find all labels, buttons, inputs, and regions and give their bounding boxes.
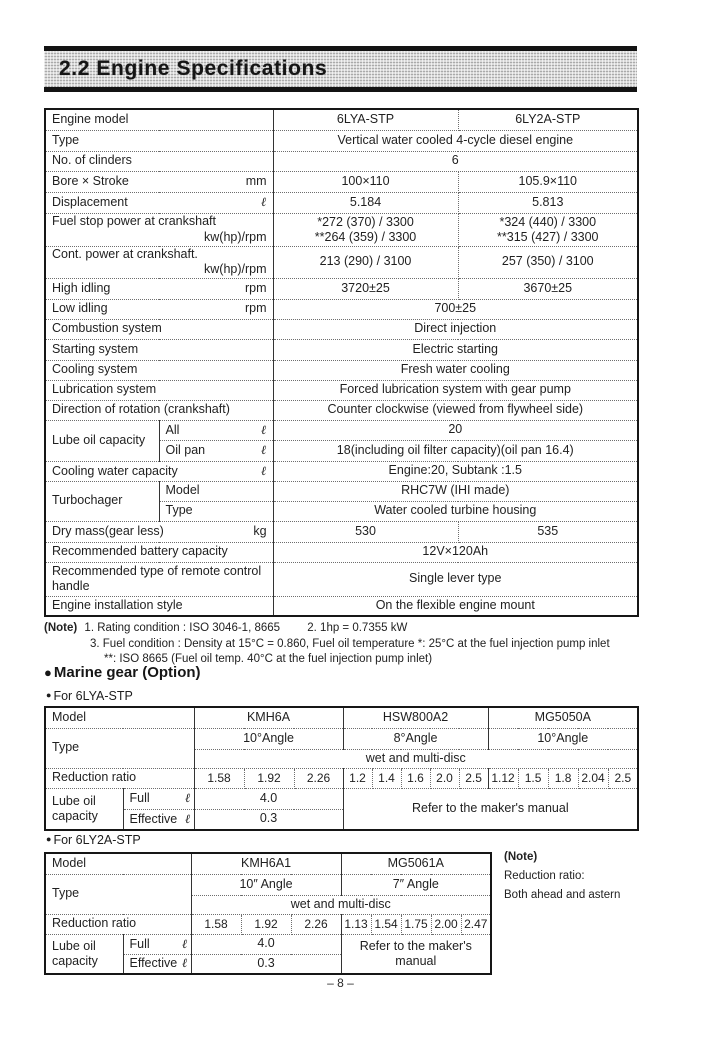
lubrication-label: Lubrication system — [45, 380, 273, 400]
mg1-effective-text: Effective — [129, 811, 178, 826]
mg2-row-full — [45, 934, 491, 954]
fuel-stop-label — [45, 213, 273, 246]
cooling-water-text: Cooling water capacity — [52, 463, 178, 478]
displacement-unit: ℓ — [261, 194, 267, 210]
mg1-reduction-label: Reduction ratio — [45, 768, 194, 788]
fuel-stop-unit: kw(hp)/rpm — [204, 229, 267, 244]
cooling-water-value: Engine:20, Subtank :1.5 — [273, 461, 638, 481]
mg1-lube-label — [45, 788, 123, 830]
marine-gear-title: Marine gear (Option) — [53, 664, 201, 681]
high-idling-label — [45, 278, 273, 299]
side-note-line2: Both ahead and astern — [504, 889, 621, 901]
page-number: – 8 – — [327, 976, 354, 990]
cont-power-text: Cont. power at crankshaft. — [52, 246, 198, 261]
spec-row-lube-oil-all — [45, 420, 638, 440]
mg1-full-text: Full — [129, 791, 150, 806]
low-idling-unit: rpm — [244, 301, 267, 316]
spec-row-cooling — [45, 360, 638, 380]
lube-oil-pan-unit: ℓ — [261, 442, 267, 458]
spec-row-lubrication — [45, 380, 638, 400]
mg1-ratio: 1.8 — [548, 768, 578, 788]
bore-stroke-label — [45, 171, 273, 192]
subheading-6ly2a-text: For 6LY2A-STP — [53, 833, 141, 847]
footnote-hp: 2. 1hp = 0.7355 kW — [307, 622, 408, 634]
fuel-stop-6ly2a-l2: **315 (427) / 3300 — [497, 229, 599, 244]
mg2-refer-l1: Refer to the maker's — [359, 938, 472, 953]
lube-oil-all-value: 20 — [273, 420, 638, 440]
turbo-model-value: RHC7W (IHI made) — [273, 481, 638, 501]
spec-row-bore-stroke — [45, 171, 638, 192]
mg1-effective-unit: ℓ — [185, 810, 191, 826]
mg1-full-label — [123, 788, 194, 809]
lube-oil-pan-value: 18(including oil filter capacity)(oil pan 16.4) — [273, 440, 638, 461]
cooling-water-unit: ℓ — [261, 462, 267, 478]
cylinders-value: 6 — [273, 151, 638, 171]
mg2-reduction-label: Reduction ratio — [45, 914, 191, 934]
spec-row-fuel-stop-power — [45, 213, 638, 246]
mg1-model-label: Model — [45, 707, 194, 728]
spec-row-low-idling — [45, 299, 638, 319]
lube-oil-all-label — [159, 420, 273, 440]
subheading-6lya — [46, 689, 133, 703]
low-idling-label — [45, 299, 273, 319]
dry-mass-6ly2a: 535 — [458, 521, 638, 542]
mg1-clutch: wet and multi-disc — [194, 749, 638, 768]
spec-row-cooling-water — [45, 461, 638, 481]
bullet-icon-small: ● — [46, 690, 52, 700]
combustion-value: Direct injection — [273, 319, 638, 339]
mg2-effective-unit: ℓ — [182, 955, 188, 971]
fuel-stop-6ly2a — [458, 213, 638, 246]
mg2-model-label: Model — [45, 853, 191, 874]
mg2-ratio: 1.13 — [341, 914, 371, 934]
footnote-rating: 1. Rating condition : ISO 3046-1, 8665 — [84, 622, 281, 634]
subheading-6ly2a — [46, 833, 141, 847]
mg1-full-value: 4.0 — [194, 788, 343, 809]
mg1-effective-label — [123, 809, 194, 830]
fuel-stop-text: Fuel stop power at crankshaft — [52, 213, 216, 228]
lubrication-value: Forced lubrication system with gear pump — [273, 380, 638, 400]
mg1-model-kmh6a: KMH6A — [194, 707, 343, 728]
footnotes — [44, 621, 644, 668]
lube-oil-all-unit: ℓ — [261, 421, 267, 437]
mg2-angle-mg5061a: 7″ Angle — [341, 874, 491, 895]
subheading-6lya-text: For 6LYA-STP — [53, 689, 133, 703]
mg2-ratio: 1.92 — [241, 914, 291, 934]
mg1-ratio: 1.92 — [244, 768, 294, 788]
spec-row-remote — [45, 562, 638, 596]
displacement-6ly2a: 5.813 — [458, 192, 638, 213]
starting-label: Starting system — [45, 339, 273, 360]
mg2-row-reduction — [45, 914, 491, 934]
mg1-model-mg5050a: MG5050A — [488, 707, 638, 728]
high-idling-6ly2a: 3670±25 — [458, 278, 638, 299]
mg2-lube-l1: Lube oil — [52, 938, 96, 953]
battery-value: 12V×120Ah — [273, 542, 638, 562]
displacement-6lya: 5.184 — [273, 192, 458, 213]
reduction-ratio-note — [504, 848, 620, 905]
spec-row-turbo-model — [45, 481, 638, 501]
mg2-model-kmh6a1: KMH6A1 — [191, 853, 341, 874]
cooling-value: Fresh water cooling — [273, 360, 638, 380]
dry-mass-6lya: 530 — [273, 521, 458, 542]
mg2-angle-kmh6a1: 10″ Angle — [191, 874, 341, 895]
mg1-full-unit: ℓ — [185, 790, 191, 806]
footnote-tag: (Note) — [44, 622, 78, 634]
engine-model-6ly2a: 6LY2A-STP — [458, 109, 638, 130]
mg2-effective-value: 0.3 — [191, 954, 341, 974]
high-idling-text: High idling — [52, 280, 111, 295]
mg2-ratio: 1.54 — [371, 914, 401, 934]
mg1-ratio: 2.26 — [294, 768, 343, 788]
dry-mass-unit: kg — [253, 523, 267, 538]
fuel-stop-6ly2a-l1: *324 (440) / 3300 — [499, 214, 597, 229]
spec-row-battery — [45, 542, 638, 562]
mg1-row-reduction — [45, 768, 638, 788]
mg1-lube-l1: Lube oil — [52, 793, 96, 808]
engine-spec-table — [44, 108, 639, 617]
remote-label: Recommended type of remote control handle — [45, 562, 273, 596]
mg1-row-full — [45, 788, 638, 809]
starting-value: Electric starting — [273, 339, 638, 360]
turbocharger-label: Turbochager — [45, 481, 159, 521]
mg1-type-label: Type — [45, 728, 194, 768]
mg1-effective-value: 0.3 — [194, 809, 343, 830]
mg2-model-mg5061a: MG5061A — [341, 853, 491, 874]
lube-oil-pan-text: Oil pan — [165, 443, 206, 458]
footnote-line-1 — [44, 621, 644, 637]
mg1-ratio: 1.12 — [488, 768, 518, 788]
mg2-effective-label — [123, 954, 191, 974]
cooling-water-label — [45, 461, 273, 481]
displacement-label — [45, 192, 273, 213]
spec-row-starting — [45, 339, 638, 360]
cont-power-6lya: 213 (290) / 3100 — [273, 246, 458, 278]
battery-label: Recommended battery capacity — [45, 542, 273, 562]
type-value: Vertical water cooled 4-cycle diesel engine — [273, 130, 638, 151]
cont-power-label — [45, 246, 273, 278]
fuel-stop-6lya — [273, 213, 458, 246]
installation-label: Engine installation style — [45, 596, 273, 616]
mg2-lube-l2: capacity — [52, 953, 98, 968]
type-label: Type — [45, 130, 273, 151]
mg1-ratio: 1.2 — [343, 768, 372, 788]
mg1-ratio: 1.58 — [194, 768, 244, 788]
footnote-line-2: 3. Fuel condition : Density at 15°C = 0.860, Fuel oil temperature *: 25°C at the fuel injection pump inlet — [90, 637, 610, 650]
rotation-label: Direction of rotation (crankshaft) — [45, 400, 273, 420]
spec-row-combustion — [45, 319, 638, 339]
fuel-stop-6lya-l1: *272 (370) / 3300 — [317, 214, 414, 229]
mg2-full-text: Full — [129, 936, 150, 951]
spec-row-installation — [45, 596, 638, 616]
spec-row-displacement — [45, 192, 638, 213]
mg1-row-angle — [45, 728, 638, 749]
mg1-ratio: 1.4 — [372, 768, 401, 788]
mg2-full-value: 4.0 — [191, 934, 341, 954]
mg1-ratio: 2.0 — [430, 768, 459, 788]
mg2-refer-l2: manual — [395, 953, 437, 968]
dry-mass-text: Dry mass(gear less) — [52, 523, 164, 538]
lube-oil-pan-label — [159, 440, 273, 461]
spec-row-high-idling — [45, 278, 638, 299]
mg2-ratio: 2.26 — [291, 914, 341, 934]
turbo-type-value: Water cooled turbine housing — [273, 501, 638, 521]
side-note-tag: (Note) — [504, 851, 538, 863]
bore-stroke-6lya: 100×110 — [273, 171, 458, 192]
combustion-label: Combustion system — [45, 319, 273, 339]
mg1-ratio: 2.5 — [608, 768, 638, 788]
turbo-model-label: Model — [159, 481, 273, 501]
rotation-value: Counter clockwise (viewed from flywheel side) — [273, 400, 638, 420]
high-idling-6lya: 3720±25 — [273, 278, 458, 299]
mg1-ratio: 1.6 — [401, 768, 430, 788]
mg1-ratio: 1.5 — [518, 768, 548, 788]
bullet-icon-small: ● — [46, 834, 52, 844]
cont-power-unit: kw(hp)/rpm — [204, 262, 267, 277]
section-title: 2.2 Engine Specifications — [59, 57, 328, 80]
displacement-text: Displacement — [52, 195, 128, 210]
mg1-lube-l2: capacity — [52, 808, 98, 823]
spec-row-dry-mass — [45, 521, 638, 542]
mg1-angle-hsw800a2: 8°Angle — [343, 728, 488, 749]
mg2-ratio: 2.00 — [431, 914, 461, 934]
mg2-row-angle — [45, 874, 491, 895]
mg2-ratio: 1.75 — [401, 914, 431, 934]
bore-stroke-unit: mm — [245, 173, 267, 188]
marine-gear-table-6lya — [44, 706, 639, 831]
bore-stroke-text: Bore × Stroke — [52, 173, 129, 188]
bore-stroke-6ly2a: 105.9×110 — [458, 171, 638, 192]
mg1-angle-kmh6a: 10°Angle — [194, 728, 343, 749]
spec-row-cylinders — [45, 151, 638, 171]
marine-gear-heading — [44, 664, 201, 681]
bullet-icon: ● — [44, 665, 52, 680]
cont-power-6ly2a: 257 (350) / 3100 — [458, 246, 638, 278]
side-note-line1: Reduction ratio: — [504, 870, 585, 882]
mg1-ratio: 2.5 — [459, 768, 488, 788]
lube-oil-all-text: All — [165, 422, 180, 437]
section-title-bar — [44, 46, 637, 92]
mg2-ratio: 2.47 — [461, 914, 491, 934]
lube-oil-label: Lube oil capacity — [45, 420, 159, 461]
mg2-type-label: Type — [45, 874, 191, 914]
spec-row-type — [45, 130, 638, 151]
cylinders-label: No. of clinders — [45, 151, 273, 171]
dry-mass-label — [45, 521, 273, 542]
mg2-full-label — [123, 934, 191, 954]
footnote-line-3: **: ISO 8665 (Fuel oil temp. 40°C at the fuel injection pump inlet) — [104, 653, 433, 665]
spec-row-engine-model — [45, 109, 638, 130]
mg1-model-hsw800a2: HSW800A2 — [343, 707, 488, 728]
fuel-stop-6lya-l2: **264 (359) / 3300 — [314, 229, 417, 244]
mg2-clutch: wet and multi-disc — [191, 895, 491, 914]
mg1-row-model — [45, 707, 638, 728]
installation-value: On the flexible engine mount — [273, 596, 638, 616]
mg2-lube-label — [45, 934, 123, 974]
mg1-refer: Refer to the maker's manual — [343, 788, 638, 830]
mg1-angle-mg5050a: 10°Angle — [488, 728, 638, 749]
spec-row-rotation — [45, 400, 638, 420]
marine-gear-table-6ly2a — [44, 852, 492, 975]
cooling-label: Cooling system — [45, 360, 273, 380]
mg2-row-model — [45, 853, 491, 874]
mg2-full-unit: ℓ — [182, 935, 188, 951]
mg1-ratio: 2.04 — [578, 768, 608, 788]
engine-model-6lya: 6LYA-STP — [273, 109, 458, 130]
mg2-effective-text: Effective — [129, 956, 178, 971]
spec-row-cont-power — [45, 246, 638, 278]
low-idling-text: Low idling — [52, 301, 108, 316]
turbo-type-label: Type — [159, 501, 273, 521]
mg2-refer — [341, 934, 491, 974]
remote-value: Single lever type — [273, 562, 638, 596]
low-idling-value: 700±25 — [273, 299, 638, 319]
high-idling-unit: rpm — [244, 280, 267, 295]
engine-model-label: Engine model — [45, 109, 273, 130]
mg2-ratio: 1.58 — [191, 914, 241, 934]
